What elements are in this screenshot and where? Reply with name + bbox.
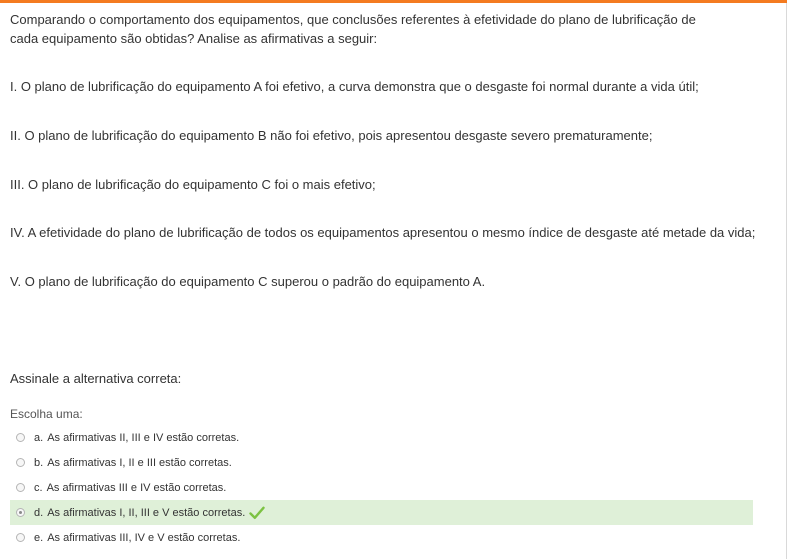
choose-label: Escolha uma: [10, 407, 83, 421]
answer-option-d[interactable] [10, 500, 753, 525]
option-letter: d. [34, 506, 44, 519]
option-text: As afirmativas III, IV e V estão corretas. [47, 531, 241, 544]
radio-button-b[interactable] [16, 458, 25, 467]
statement-5: V. O plano de lubrificação do equipamento C superou o padrão do equipamento A. [10, 274, 486, 289]
accent-top-bar [0, 0, 787, 3]
option-text: As afirmativas III e IV estão corretas. [46, 481, 227, 494]
answer-option-e[interactable] [10, 525, 753, 550]
option-text: As afirmativas II, III e IV estão corretas. [47, 431, 240, 444]
radio-button-c[interactable] [16, 483, 25, 492]
radio-button-e[interactable] [16, 533, 25, 542]
option-text: As afirmativas I, II, III e V estão corretas. [47, 506, 246, 519]
statement-2: II. O plano de lubrificação do equipamento B não foi efetivo, pois apresentou desgaste severo prematuramente; [10, 128, 653, 143]
option-letter: a. [34, 431, 44, 444]
option-letter: c. [34, 481, 43, 494]
answer-options [10, 425, 753, 550]
option-text: As afirmativas I, II e III estão corretas. [47, 456, 232, 469]
option-letter: e. [34, 531, 44, 544]
answer-option-a[interactable] [10, 425, 753, 450]
checkmark-icon [249, 506, 265, 520]
question-container [10, 10, 750, 48]
option-letter: b. [34, 456, 44, 469]
radio-button-a[interactable] [16, 433, 25, 442]
answer-option-b[interactable] [10, 450, 753, 475]
statement-1: I. O plano de lubrificação do equipamento A foi efetivo, a curva demonstra que o desgaste foi normal durante a vida útil; [10, 79, 699, 94]
answer-option-c[interactable] [10, 475, 753, 500]
statement-3: III. O plano de lubrificação do equipamento C foi o mais efetivo; [10, 177, 376, 192]
statement-4: IV. A efetividade do plano de lubrificação de todos os equipamentos apresentou o mesmo índice de desgaste até metade da vida; [10, 225, 756, 240]
radio-button-d[interactable] [16, 508, 25, 517]
answer-prompt: Assinale a alternativa correta: [10, 371, 182, 386]
question-text: Comparando o comportamento dos equipamentos, que conclusões referentes à efetividade do plano de lubrificação de cada equipamento são obtidas? Analise as afirmativas a seguir: [10, 12, 696, 46]
